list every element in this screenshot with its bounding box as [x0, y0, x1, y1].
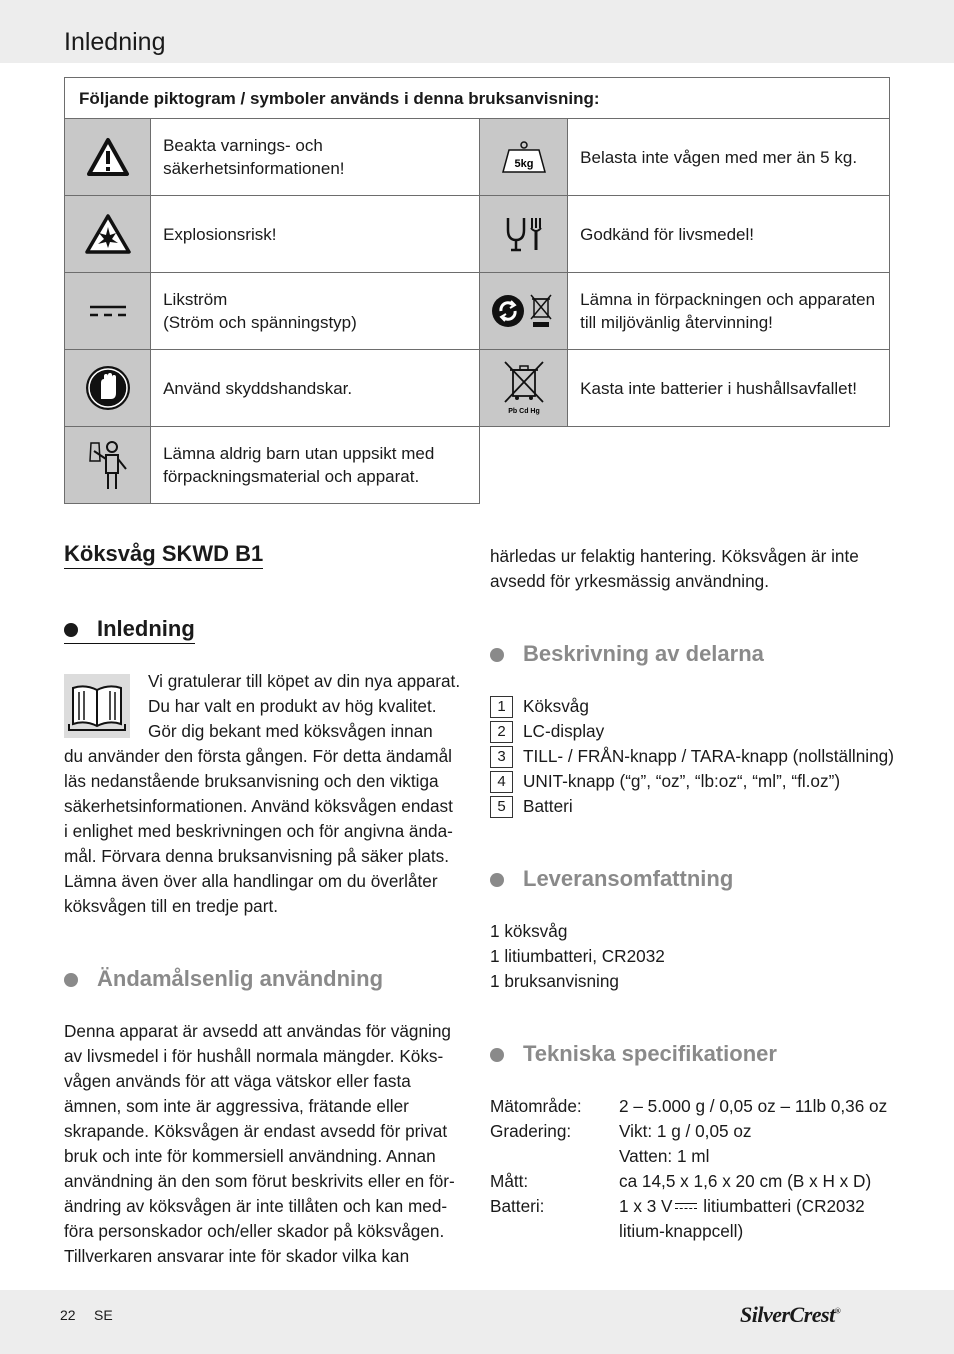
recycle-icon: [479, 273, 567, 350]
text-line: Tillverkaren ansvarar inte för skador vilka kan: [64, 1246, 410, 1266]
intended-paragraph: [64, 1019, 455, 1269]
intended-bullet-icon: [64, 973, 78, 987]
food-safe-icon: [479, 196, 567, 273]
text-line: bruk och inte för kommersiell användning. Annan: [64, 1146, 436, 1166]
spec-value: litium-knappcell): [619, 1221, 744, 1241]
language-code: SE: [94, 1307, 113, 1323]
explosion-text: Explosionsrisk!: [151, 196, 480, 273]
spec-label: Mått:: [490, 1171, 529, 1191]
battery-voltage: 1 x 3 V: [619, 1196, 673, 1216]
text-line: Denna apparat är avsedd att användas för vägning: [64, 1021, 451, 1041]
intended-paragraph-continued: [490, 544, 859, 594]
list-item: 1 bruksanvisning: [490, 971, 619, 991]
dc-text: [151, 273, 480, 350]
list-item: [490, 769, 894, 794]
part-label: Batteri: [523, 796, 573, 816]
child-warning-icon: [65, 427, 151, 504]
part-label: LC-display: [523, 721, 605, 741]
list-item: 1 köksvåg: [490, 921, 568, 941]
text-line: användning än den som förut beskrivits eller en för-: [64, 1171, 455, 1191]
spec-label: Batteri:: [490, 1196, 545, 1216]
parts-list: [490, 694, 894, 819]
intro-paragraph-2: [64, 744, 453, 919]
dc-text-line2: (Ström och spänningstyp): [163, 313, 357, 332]
header-bar: [0, 0, 954, 63]
page-number: 22: [60, 1307, 76, 1323]
part-number: 5: [490, 796, 513, 818]
spec-row: [490, 1094, 887, 1119]
brand-logo: [740, 1302, 840, 1328]
weight-icon: [479, 119, 567, 196]
text-line: Du har valt en produkt av hög kvalitet.: [148, 696, 437, 716]
symbols-table: [64, 77, 890, 504]
delivery-heading: Leveransomfattning: [523, 866, 734, 891]
spec-label: Mätområde:: [490, 1096, 582, 1116]
text-line: föra personskador och/eller skador på köksvågen.: [64, 1221, 445, 1241]
weight-icon-text: 5kg: [514, 158, 534, 170]
spec-row: [490, 1119, 887, 1144]
part-number: 2: [490, 721, 513, 743]
specs-heading: Tekniska specifikationer: [523, 1041, 777, 1066]
spec-row: [490, 1169, 887, 1194]
text-line: avsedd för yrkesmässig användning.: [490, 571, 769, 591]
text-line: Vi gratulerar till köpet av din nya apparat.: [148, 671, 461, 691]
spec-value: [619, 1194, 865, 1219]
parts-bullet-icon: [490, 648, 504, 662]
spec-value: Vikt: 1 g / 0,05 oz: [619, 1121, 752, 1141]
dc-text-line1: Likström: [163, 290, 228, 309]
gloves-icon: [65, 350, 151, 427]
page-title: Inledning: [64, 28, 166, 56]
explosion-icon: [65, 196, 151, 273]
delivery-list: [490, 919, 665, 994]
symbols-heading: Följande piktogram / symboler används i denna bruksanvisning:: [65, 78, 890, 119]
list-item: [490, 794, 894, 819]
food-safe-text: Godkänd för livsmedel!: [568, 196, 890, 273]
text-line: Gör dig bekant med köksvågen innan: [148, 721, 433, 741]
text-line: säkerhetsinformationen. Använd köksvågen endast: [64, 796, 453, 816]
text-line: mål. Förvara denna bruksanvisning på säker plats.: [64, 846, 450, 866]
spec-value: 2 – 5.000 g / 0,05 oz – 11lb 0,36 oz: [619, 1096, 888, 1116]
text-line: härledas ur felaktig hantering. Köksvågen är inte: [490, 546, 859, 566]
text-line: av livsmedel i för hushåll normala mängder. Köks-: [64, 1046, 444, 1066]
spec-row: [490, 1219, 887, 1244]
specs-bullet-icon: [490, 1048, 504, 1062]
spec-value: Vatten: 1 ml: [619, 1146, 710, 1166]
direct-current-icon: [65, 273, 151, 350]
list-item: [490, 744, 894, 769]
part-label: UNIT-knapp (“g”, “oz”, “lb:oz“, “ml”, “fl.oz”): [523, 771, 841, 791]
text-line: Lämna även över alla handlingar om du överlåter: [64, 871, 438, 891]
text-line: skrapande. Köksvågen är endast avsedd för privat: [64, 1121, 448, 1141]
part-number: 1: [490, 696, 513, 718]
list-item: [490, 719, 894, 744]
direct-current-icon: [675, 1202, 697, 1212]
text-line: ämnen, som inte är aggressiva, frätande eller: [64, 1096, 409, 1116]
recycle-text: Lämna in förpackningen och apparaten till miljövänlig återvinning!: [568, 273, 890, 350]
battery-icon-text: Pb Cd Hg: [507, 408, 540, 415]
spec-value: ca 14,5 x 1,6 x 20 cm (B x H x D): [619, 1171, 872, 1191]
spec-row: [490, 1194, 887, 1219]
text-line: ändring av köksvågen är inte tillåten och kan med-: [64, 1196, 448, 1216]
intended-heading: Ändamålsenlig användning: [97, 966, 384, 991]
battery-disposal-text: Kasta inte batterier i hushållsavfallet!: [568, 350, 890, 427]
product-title: Köksvåg SKWD B1: [64, 541, 263, 567]
part-number: 3: [490, 746, 513, 768]
text-line: köksvågen till en tredje part.: [64, 896, 279, 916]
intro-heading: Inledning: [64, 616, 195, 642]
specs-table: [490, 1094, 887, 1244]
text-line: läs nedanstående bruksanvisning och den viktiga: [64, 771, 439, 791]
gloves-text: Använd skyddshandskar.: [151, 350, 480, 427]
brand-name: SilverCrest: [740, 1302, 835, 1327]
parts-heading: Beskrivning av delarna: [523, 641, 764, 666]
brand-mark: ®: [834, 1306, 841, 1316]
delivery-bullet-icon: [490, 873, 504, 887]
part-label: Köksvåg: [523, 696, 589, 716]
weight-text: Belasta inte vågen med mer än 5 kg.: [568, 119, 890, 196]
text-line: du använder den första gången. För detta ändamål: [64, 746, 452, 766]
child-warning-text: Lämna aldrig barn utan uppsikt med förpackningsmaterial och apparat.: [151, 427, 480, 504]
book-icon: [64, 674, 130, 738]
spec-row: [490, 1144, 887, 1169]
text-line: i enlighet med beskrivningen och för angivna ända-: [64, 821, 453, 841]
intro-paragraph-1: [148, 669, 460, 744]
part-number: 4: [490, 771, 513, 793]
battery-disposal-icon: [479, 350, 567, 427]
warning-icon: [65, 119, 151, 196]
symbols-empty-cell: [479, 427, 889, 504]
part-label: TILL- / FRÅN-knapp / TARA-knapp (nollställning): [523, 746, 894, 766]
text-line: vågen används för att väga vätskor eller fasta: [64, 1071, 411, 1091]
spec-label: Gradering:: [490, 1121, 572, 1141]
list-item: 1 litiumbatteri, CR2032: [490, 946, 665, 966]
battery-type: litiumbatteri (CR2032: [703, 1196, 865, 1216]
list-item: [490, 694, 894, 719]
warning-text: Beakta varnings- och säkerhetsinformationen!: [151, 119, 480, 196]
